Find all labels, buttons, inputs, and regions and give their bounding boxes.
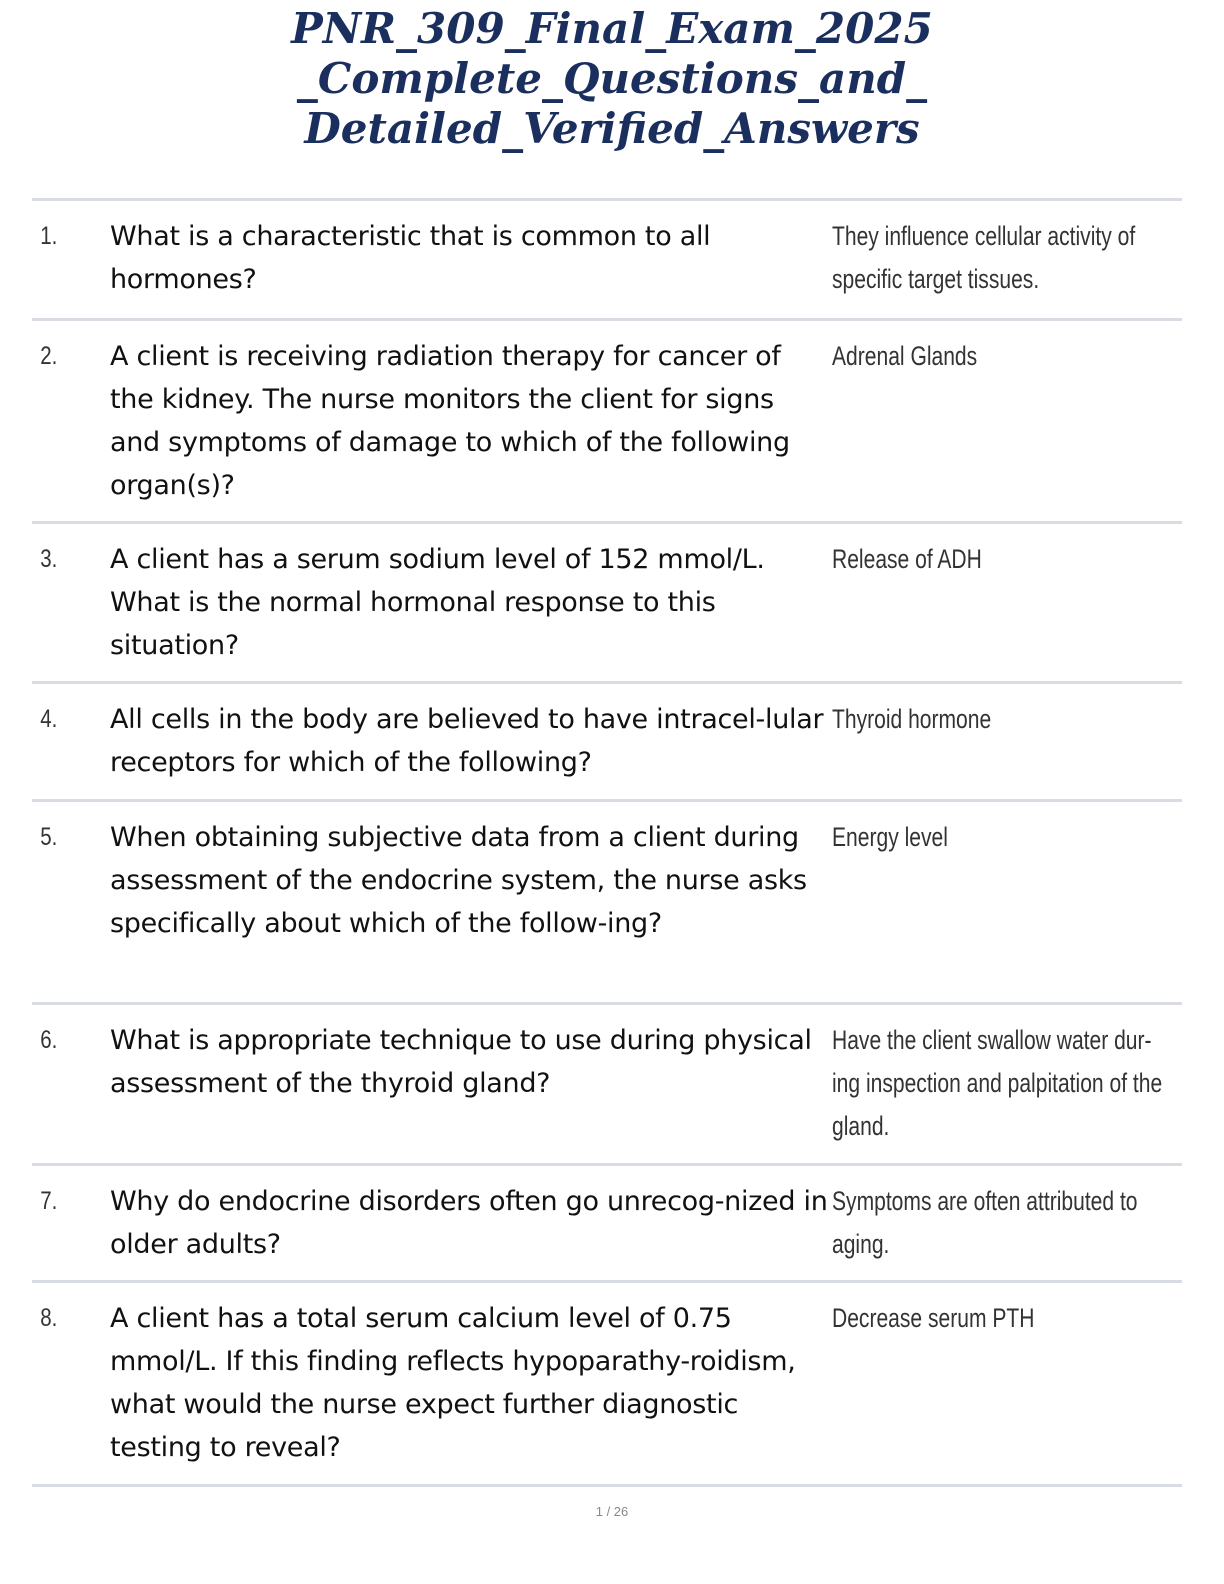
- document-title-line: Detailed_Verified_Answers: [304, 104, 920, 153]
- question-number: 6.: [40, 1026, 58, 1054]
- question-number: 5.: [40, 823, 58, 851]
- qa-row: [32, 802, 1182, 1005]
- answer-text-content: Adrenal Glands: [832, 341, 978, 371]
- question-text: All cells in the body are believed to have intracel-lular receptors for which of the following?: [110, 704, 824, 778]
- answer-text-content: They influence cellular activity of specific target tissues.: [832, 221, 1136, 294]
- answer-text: [830, 335, 1224, 521]
- answer-text: [830, 215, 1224, 318]
- answer-text: [830, 698, 1224, 799]
- qa-row: [32, 1166, 1182, 1283]
- question-text: A client has a total serum calcium level of 0.75 mmol/L. If this finding reflects hypoparathy-roidism, what would the nurse expect further diagnostic testing to reveal?: [110, 1303, 796, 1463]
- question-number: 7.: [40, 1187, 58, 1215]
- question-text: Why do endocrine disorders often go unrecog-nized in older adults?: [110, 1186, 828, 1260]
- answer-text: [830, 1019, 1224, 1163]
- question-number: 1.: [40, 222, 58, 250]
- qa-row: [32, 1005, 1182, 1166]
- answer-text: [830, 1297, 1224, 1484]
- question-number: 8.: [40, 1304, 58, 1332]
- question-text: A client has a serum sodium level of 152 mmol/L. What is the normal hormonal response to this situation?: [110, 544, 765, 661]
- question-answer-list: [32, 198, 1182, 1487]
- answer-text-content: Thyroid hormone: [832, 704, 992, 734]
- answer-text-content: Symptoms are often attributed to aging.: [832, 1186, 1138, 1259]
- question-text: What is a characteristic that is common to all hormones?: [110, 221, 711, 295]
- answer-text: [830, 538, 1224, 681]
- answer-text: [830, 1180, 1224, 1280]
- answer-text-content: Have the client swallow water dur-ing inspection and palpitation of the gland.: [832, 1025, 1163, 1141]
- qa-row: [32, 1283, 1182, 1487]
- answer-text-content: Release of ADH: [832, 544, 982, 574]
- qa-row: [32, 684, 1182, 802]
- document-title-line: PNR_309_Final_Exam_2025: [291, 4, 933, 53]
- question-text: What is appropriate technique to use during physical assessment of the thyroid gland?: [110, 1025, 812, 1099]
- qa-row: [32, 321, 1182, 524]
- question-text: When obtaining subjective data from a client during assessment of the endocrine system, the nurse asks specifically about which of the follow-ing?: [110, 822, 807, 939]
- question-number: 4.: [40, 705, 58, 733]
- answer-text-content: Energy level: [832, 822, 948, 852]
- page-number: 1 / 26: [595, 1504, 629, 1519]
- document-title: [0, 4, 1224, 154]
- qa-row: [32, 524, 1182, 684]
- answer-text-content: Decrease serum PTH: [832, 1303, 1035, 1333]
- qa-row: [32, 201, 1182, 321]
- question-text: A client is receiving radiation therapy for cancer of the kidney. The nurse monitors the client for signs and symptoms of damage to which of the following organ(s)?: [110, 341, 790, 501]
- document-title-line: _Complete_Questions_and_: [296, 54, 928, 103]
- answer-text: [830, 816, 1224, 1002]
- question-number: 3.: [40, 545, 58, 573]
- question-number: 2.: [40, 342, 58, 370]
